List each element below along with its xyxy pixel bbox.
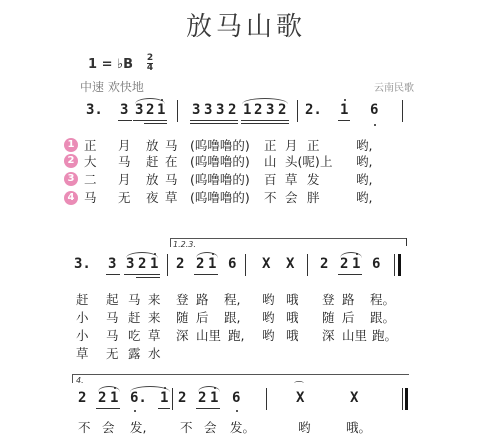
tempo-marking: 中速 欢快地 — [80, 80, 144, 94]
time-signature-bottom: 4 — [146, 63, 154, 73]
high-octave-dot — [154, 253, 156, 255]
note: 2 — [198, 390, 207, 406]
note: 2 — [138, 256, 147, 272]
high-octave-dot — [344, 99, 346, 101]
time-signature — [146, 54, 154, 73]
barline — [245, 254, 246, 276]
note: 3. — [86, 102, 103, 118]
barline — [172, 388, 173, 410]
fermata-icon: ⌒ — [294, 382, 304, 393]
high-octave-dot — [356, 253, 358, 255]
repeat-barline — [398, 254, 401, 276]
verse-number-badge: 4 — [64, 191, 78, 205]
low-octave-dot — [236, 410, 238, 412]
key-signature: 1 = ♭B — [88, 57, 134, 72]
barline — [177, 100, 178, 122]
note: 6 — [370, 102, 379, 118]
note: 1 — [340, 102, 349, 118]
note: 1 — [352, 256, 361, 272]
volta-label: 4. — [76, 376, 84, 385]
slur — [340, 252, 362, 258]
beam — [196, 408, 220, 409]
note: 3 — [204, 102, 213, 118]
volta-label: 1.2.3. — [173, 240, 196, 249]
verse-number-badge: 1 — [64, 138, 78, 152]
note: X — [296, 390, 305, 406]
slur — [98, 386, 120, 392]
note: 1 — [208, 256, 217, 272]
beam — [144, 123, 167, 124]
beam — [124, 274, 160, 275]
volta-bracket — [170, 238, 407, 247]
beam — [158, 408, 170, 409]
high-octave-dot — [161, 99, 163, 101]
time-signature-top: 2 — [146, 53, 154, 63]
note: 3. — [74, 256, 91, 272]
beam — [338, 120, 350, 121]
high-octave-dot — [212, 253, 214, 255]
note: 2 — [320, 256, 329, 272]
high-octave-dot — [114, 387, 116, 389]
barline — [394, 254, 395, 276]
note: 2 — [176, 256, 185, 272]
note: 3 — [126, 256, 135, 272]
beam — [118, 120, 132, 121]
note: 1 — [160, 390, 169, 406]
beam — [241, 120, 289, 121]
note: 1 — [110, 390, 119, 406]
slur — [242, 98, 288, 104]
note: 2. — [305, 102, 322, 118]
song-title: 放马山歌 — [185, 12, 306, 42]
beam — [194, 274, 218, 275]
note: 6. — [130, 390, 147, 406]
final-barline — [405, 388, 408, 410]
barline — [266, 388, 267, 410]
note: 2 — [196, 256, 205, 272]
volta-bracket — [72, 374, 409, 383]
note: 6 — [372, 256, 381, 272]
song-origin: 云南民歌 — [374, 83, 414, 94]
note: 3 — [108, 256, 117, 272]
note: 6 — [232, 390, 241, 406]
note: 3 — [120, 102, 129, 118]
barline — [402, 388, 403, 410]
note: 1 — [210, 390, 219, 406]
low-octave-dot — [134, 410, 136, 412]
slur — [198, 386, 220, 392]
beam — [338, 274, 362, 275]
note: X — [350, 390, 359, 406]
barline — [297, 100, 298, 122]
note: 1 — [150, 256, 159, 272]
slur — [196, 252, 218, 258]
volta-end — [406, 238, 407, 246]
beam — [96, 408, 120, 409]
note: 3 — [266, 102, 275, 118]
barline — [307, 254, 308, 276]
beam — [133, 120, 167, 121]
note: 3 — [216, 102, 225, 118]
note: 2 — [146, 102, 155, 118]
note: X — [286, 256, 295, 272]
beam — [190, 120, 238, 121]
note: 2 — [78, 390, 87, 406]
note: 1 — [243, 102, 252, 118]
note: 3 — [135, 102, 144, 118]
note: 2 — [98, 390, 107, 406]
low-octave-dot — [374, 124, 376, 126]
note: 2 — [340, 256, 349, 272]
verse-number-badge: 2 — [64, 154, 78, 168]
note: 2 — [228, 102, 237, 118]
note: 2 — [254, 102, 263, 118]
note: 2 — [278, 102, 287, 118]
high-octave-dot — [164, 387, 166, 389]
beam — [190, 123, 238, 124]
note: 2 — [178, 390, 187, 406]
beam — [106, 274, 120, 275]
verse-number-badge: 3 — [64, 172, 78, 186]
barline — [167, 254, 168, 276]
barline — [402, 100, 403, 122]
note: 3 — [192, 102, 201, 118]
note: 1 — [157, 102, 166, 118]
beam — [241, 123, 289, 124]
beam — [136, 277, 160, 278]
note: 6 — [228, 256, 237, 272]
note: X — [262, 256, 271, 272]
high-octave-dot — [214, 387, 216, 389]
